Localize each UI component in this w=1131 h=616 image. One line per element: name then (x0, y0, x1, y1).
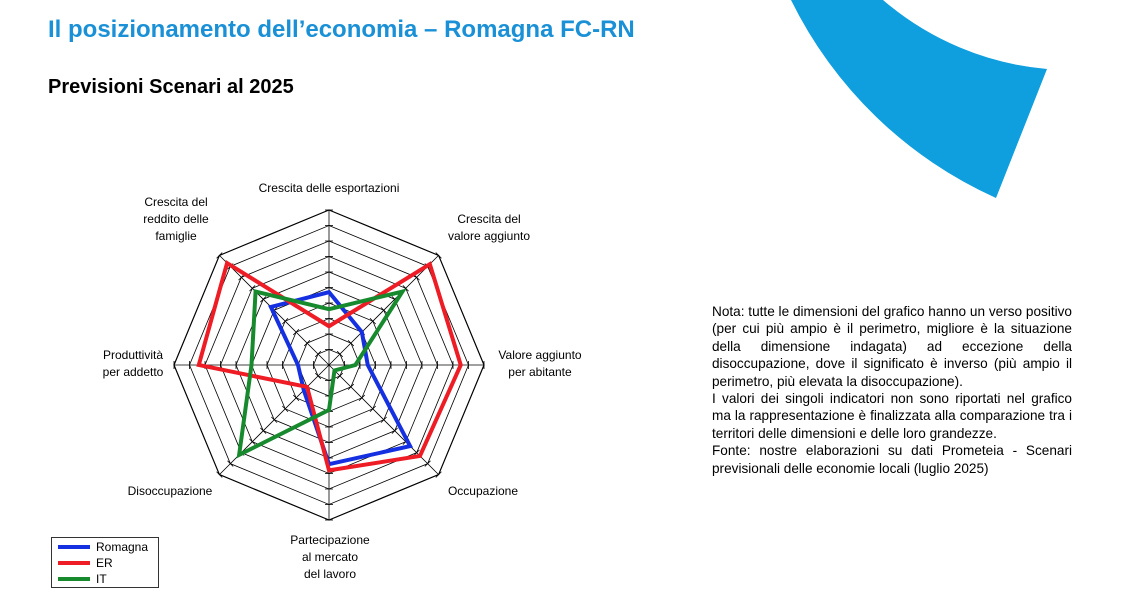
radar-axis-label (448, 212, 530, 243)
radar-axis-label-line: valore aggiunto (447, 229, 531, 243)
chart-note (712, 303, 1072, 477)
legend-item-er (58, 555, 113, 571)
radar-axis-label-line: al mercato (301, 550, 359, 564)
note-paragraph: Fonte: nostre elaborazioni su dati Prometeia - Scenari previsionali delle economie locali (luglio 2025) (712, 443, 1072, 476)
legend-swatch-romagna (58, 545, 90, 549)
radar-grid (174, 210, 484, 520)
radar-axis-label-line: per abitante (508, 365, 572, 379)
radar-axis-label-line: Crescita del (144, 195, 208, 209)
radar-axis-label (498, 348, 582, 379)
radar-axis-label-line: Occupazione (447, 484, 519, 498)
legend-item-romagna (58, 539, 148, 555)
radar-axis-label-line: del lavoro (303, 567, 357, 581)
page-title: Il posizionamento dell’economia – Romagna FC-RN (48, 16, 635, 43)
note-paragraph: I valori dei singoli indicatori non sono riportati nel grafico ma la rappresentazione è finalizzata alla comparazione tra i territori delle dimensioni e delle loro grandezze. (712, 391, 1072, 441)
radar-axis-label-line: Valore aggiunto (498, 348, 582, 362)
radar-axis-label-line: Partecipazione (290, 533, 370, 547)
chart-legend (51, 537, 159, 588)
radar-axis-label (128, 484, 213, 498)
radar-axis-label-line: Produttività (102, 348, 164, 362)
radar-axis-label-line: reddito delle (143, 212, 209, 226)
radar-axis-label-line: famiglie (155, 229, 197, 243)
legend-swatch-er (58, 561, 90, 565)
radar-axis-label-line: Disoccupazione (127, 484, 213, 498)
radar-axis-label (103, 348, 164, 379)
page-subtitle: Previsioni Scenari al 2025 (48, 76, 294, 98)
radar-axis-label (448, 484, 518, 498)
legend-label-it: IT (96, 572, 107, 586)
radar-axis-label (290, 533, 370, 581)
legend-swatch-it (58, 577, 90, 581)
radar-axis-label (259, 181, 400, 195)
radar-axis-label-line: Crescita delle esportazioni (258, 181, 400, 195)
radar-axis-label (143, 195, 209, 243)
note-paragraph: Nota: tutte le dimensioni del grafico hanno un verso positivo (per cui più ampio è il perimetro, migliore è la situazione della dimensione indagata) ad eccezione della disoccupazione, dove il significato è inverso (più ampio il perimetro, più elevata la disoccupazione). (712, 304, 1072, 389)
legend-label-romagna: Romagna (96, 540, 149, 554)
radar-axis-label-line: per addetto (102, 365, 164, 379)
radar-axis-label-line: Crescita del (457, 212, 521, 226)
legend-label-er: ER (96, 556, 113, 570)
legend-item-it (58, 571, 107, 587)
radar-axis-labels (103, 181, 582, 581)
